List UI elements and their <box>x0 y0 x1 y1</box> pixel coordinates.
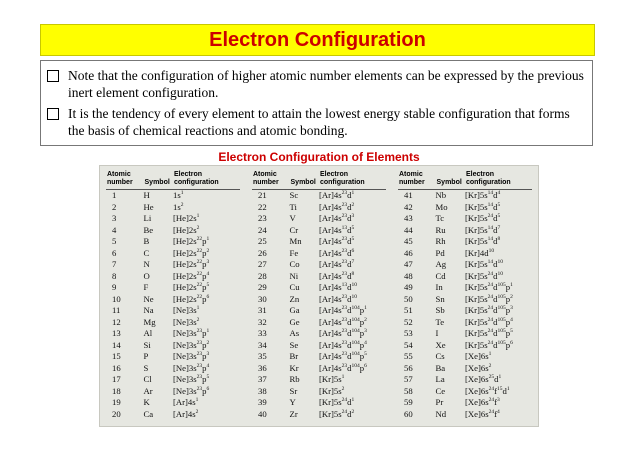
configuration-cell: $[Ne]3s^{23}p^3$ <box>172 351 210 361</box>
table-row <box>398 340 532 352</box>
header-electron-configuration: Electron configuration <box>173 170 240 190</box>
configuration-cell: $[Kr]5s^{14}d^7$ <box>464 224 501 235</box>
atomic-number-cell: 16 <box>112 362 121 373</box>
symbol-cell: O <box>143 270 150 281</box>
atomic-number-cell: 29 <box>258 282 267 292</box>
table-row <box>252 305 386 317</box>
symbol-cell: Zn <box>289 293 300 304</box>
table-row <box>252 248 386 260</box>
atomic-number-cell: 36 <box>258 362 267 373</box>
atomic-number-cell: 43 <box>404 213 413 223</box>
symbol-cell: B <box>143 236 150 246</box>
configuration-cell: $[Ar]4s^{23}d^{104}p^6$ <box>318 362 367 373</box>
title-banner <box>40 24 595 56</box>
atomic-number-cell: 21 <box>258 190 267 200</box>
atomic-number-cell: 57 <box>404 374 413 384</box>
atomic-number-cell: 47 <box>404 259 413 269</box>
atomic-number-cell: 13 <box>112 328 121 338</box>
configuration-cell: $[Ar]4s^{23}d^{104}p^5$ <box>318 351 367 361</box>
symbol-cell: Li <box>143 213 152 223</box>
configuration-cell: $[Kr]5s^{14}d^5$ <box>464 201 501 212</box>
symbol-cell: La <box>435 374 445 384</box>
configuration-cell: $[Kr]5s^{24}d^{105}p^3$ <box>464 305 513 315</box>
table-row <box>252 259 386 271</box>
atomic-number-cell: 40 <box>258 408 267 419</box>
table-row <box>398 190 532 202</box>
symbol-cell: K <box>143 397 150 407</box>
atomic-number-cell: 49 <box>404 282 413 292</box>
symbol-cell: Ne <box>143 293 154 304</box>
atomic-number-cell: 18 <box>112 385 121 396</box>
configuration-cell: $[Ar]4s^{23}d^{10}$ <box>318 293 358 304</box>
symbol-cell: Ag <box>435 259 447 269</box>
atomic-number-cell: 48 <box>404 270 413 281</box>
table-row <box>398 305 532 317</box>
configuration-cell: $[Ne]3s^{23}p^4$ <box>172 362 210 373</box>
configuration-cell: $[Kr]5s^{24}d^5$ <box>464 213 501 223</box>
atomic-number-cell: 41 <box>404 190 413 200</box>
symbol-cell: Nd <box>435 408 447 419</box>
atomic-number-cell: 9 <box>112 282 117 292</box>
configuration-cell: $[Kr]5s^{24}d^{105}p^4$ <box>464 316 513 327</box>
configuration-cell: $[Kr]5s^1$ <box>318 374 345 384</box>
configuration-cell: $[He]2s^{22}p^1$ <box>172 236 210 246</box>
table-row <box>106 248 240 260</box>
atomic-number-cell: 15 <box>112 351 121 361</box>
configuration-cell: $[He]2s^{22}p^2$ <box>172 247 210 258</box>
table-row <box>398 386 532 398</box>
configuration-cell: $[Xe]6s^2$ <box>464 362 492 373</box>
configuration-cell: $[Ar]4s^{23}d^2$ <box>318 201 355 212</box>
symbol-cell: I <box>435 328 439 338</box>
configuration-cell: $[Kr]5s^{24}d^2$ <box>318 408 355 419</box>
table-row <box>252 351 386 363</box>
configuration-cell: $[Ar]4s^{23}d^8$ <box>318 270 355 281</box>
symbol-cell: Cs <box>435 351 445 361</box>
table-row <box>106 259 240 271</box>
table-row <box>106 351 240 363</box>
atomic-number-cell: 53 <box>404 328 413 338</box>
symbol-cell: Tc <box>435 213 445 223</box>
symbol-cell: Fe <box>289 247 299 258</box>
table-title: Electron Configuration of Elements <box>218 150 420 164</box>
symbol-cell: In <box>435 282 443 292</box>
atomic-number-cell: 20 <box>112 408 121 419</box>
table-row <box>106 340 240 352</box>
atomic-number-cell: 44 <box>404 224 413 235</box>
table-row <box>252 236 386 248</box>
atomic-number-cell: 19 <box>112 397 121 407</box>
atomic-number-cell: 26 <box>258 247 267 258</box>
table-row <box>398 213 532 225</box>
table-row <box>398 351 532 363</box>
configuration-cell: $[Ne]3s^{23}p^2$ <box>172 339 210 350</box>
header-atomic-number: Atomic number <box>106 170 144 190</box>
configuration-cell: $[Xe]6s^{24}f^4$ <box>464 408 500 419</box>
header-atomic-number: Atomic number <box>252 170 290 190</box>
atomic-number-cell: 30 <box>258 293 267 304</box>
atomic-number-cell: 55 <box>404 351 413 361</box>
atomic-number-cell: 10 <box>112 293 121 304</box>
table-row <box>398 282 532 294</box>
symbol-cell: Si <box>143 339 151 350</box>
table-row <box>252 190 386 202</box>
atomic-number-cell: 14 <box>112 339 121 350</box>
atomic-number-cell: 50 <box>404 293 413 304</box>
atomic-number-cell: 6 <box>112 247 117 258</box>
symbol-cell: Xe <box>435 339 446 350</box>
configuration-cell: $[Ne]3s^1$ <box>172 305 200 315</box>
table-row <box>106 202 240 214</box>
electron-configuration-table <box>99 165 539 427</box>
symbol-cell: Sc <box>289 190 299 200</box>
table-row <box>252 397 386 409</box>
symbol-cell: Ni <box>289 270 299 281</box>
header-symbol: Symbol <box>144 170 173 190</box>
symbol-cell: Cr <box>289 224 299 235</box>
configuration-cell: $[He]2s^{22}p^6$ <box>172 293 210 304</box>
configuration-cell: $[Ar]4s^{23}d^{104}p^4$ <box>318 339 367 350</box>
configuration-cell: $[Kr]5s^{14}d^4$ <box>464 190 501 200</box>
symbol-cell: Na <box>143 305 154 315</box>
configuration-cell: $[Xe]6s^1$ <box>464 351 492 361</box>
atomic-number-cell: 37 <box>258 374 267 384</box>
configuration-cell: $[Kr]5s^{24}d^{105}p^2$ <box>464 293 513 304</box>
table-panel <box>392 166 538 426</box>
bullet-text: It is the tendency of every element to attain the lowest energy stable configuration that forms the basis of chemical reactions and atomic bonding. <box>68 106 570 138</box>
table-row <box>106 305 240 317</box>
table-row <box>252 282 386 294</box>
table-row <box>398 271 532 283</box>
symbol-cell: N <box>143 259 150 269</box>
configuration-cell: $[Ar]4s^{13}d^{10}$ <box>318 282 358 292</box>
configuration-cell: $[Ne]3s^{23}p^5$ <box>172 374 210 384</box>
table-row <box>398 225 532 237</box>
table-row <box>252 374 386 386</box>
atomic-number-cell: 25 <box>258 236 267 246</box>
configuration-cell: $[Ar]4s^1$ <box>172 397 199 407</box>
symbol-cell: Nb <box>435 190 447 200</box>
symbol-cell: Ba <box>435 362 446 373</box>
configuration-cell: $[Ar]4s^{23}d^3$ <box>318 213 355 223</box>
bullet-item <box>47 67 586 101</box>
configuration-cell: $[Kr]5s^2$ <box>318 385 345 396</box>
symbol-cell: Sr <box>289 385 298 396</box>
table-row <box>106 397 240 409</box>
configuration-cell: $[He]2s^{22}p^5$ <box>172 282 210 292</box>
atomic-number-cell: 4 <box>112 224 117 235</box>
configuration-cell: $[He]2s^{22}p^3$ <box>172 259 210 269</box>
configuration-cell: $[Ar]4s^{23}d^5$ <box>318 236 355 246</box>
table-row <box>252 386 386 398</box>
symbol-cell: Ru <box>435 224 446 235</box>
atomic-number-cell: 33 <box>258 328 267 338</box>
symbol-cell: He <box>143 201 154 212</box>
symbol-cell: Ti <box>289 201 297 212</box>
table-row <box>106 236 240 248</box>
configuration-cell: $[Ne]3s^{23}p^1$ <box>172 328 210 338</box>
symbol-cell: Sb <box>435 305 445 315</box>
configuration-cell: $[Ar]4s^2$ <box>172 408 199 419</box>
table-row <box>106 190 240 202</box>
atomic-number-cell: 22 <box>258 201 267 212</box>
configuration-cell: $[Ar]4s^{23}d^{104}p^1$ <box>318 305 367 315</box>
symbol-cell: Pd <box>435 247 445 258</box>
configuration-cell: $[Kr]5s^{24}d^{105}p^1$ <box>464 282 513 292</box>
atomic-number-cell: 46 <box>404 247 413 258</box>
table-row <box>398 317 532 329</box>
symbol-cell: Mg <box>143 316 156 327</box>
configuration-cell: $[Xe]6s^{24}f^3$ <box>464 397 500 407</box>
symbol-cell: Cd <box>435 270 446 281</box>
symbol-cell: F <box>143 282 149 292</box>
symbol-cell: Ge <box>289 316 300 327</box>
symbol-cell: Co <box>289 259 300 269</box>
symbol-cell: Mn <box>289 236 302 246</box>
table-row <box>106 225 240 237</box>
table-row <box>252 225 386 237</box>
table-row <box>398 409 532 421</box>
atomic-number-cell: 7 <box>112 259 117 269</box>
table-row <box>398 248 532 260</box>
symbol-cell: Sn <box>435 293 445 304</box>
configuration-cell: $[Ar]4s^{23}d^{104}p^3$ <box>318 328 367 338</box>
header-symbol: Symbol <box>436 170 465 190</box>
symbol-cell: As <box>289 328 300 338</box>
symbol-cell: Ce <box>435 385 446 396</box>
atomic-number-cell: 27 <box>258 259 267 269</box>
table-row <box>106 271 240 283</box>
atomic-number-cell: 42 <box>404 201 413 212</box>
atomic-number-cell: 1 <box>112 190 117 200</box>
atomic-number-cell: 34 <box>258 339 267 350</box>
atomic-number-cell: 28 <box>258 270 267 281</box>
configuration-cell: $[He]2s^2$ <box>172 224 200 235</box>
atomic-number-cell: 38 <box>258 385 267 396</box>
atomic-number-cell: 39 <box>258 397 267 407</box>
configuration-cell: $[Ar]4s^{23}d^7$ <box>318 259 355 269</box>
table-row <box>106 386 240 398</box>
table-row <box>252 271 386 283</box>
symbol-cell: Mo <box>435 201 448 212</box>
configuration-cell: $[Ne]3s^{23}p^6$ <box>172 385 210 396</box>
atomic-number-cell: 8 <box>112 270 117 281</box>
symbol-cell: P <box>143 351 149 361</box>
configuration-cell: $[Kr]5s^{14}d^{10}$ <box>464 259 504 269</box>
configuration-cell: $[Xe]6s^{24}f^{15}d^1$ <box>464 385 510 396</box>
configuration-cell: $[Kr]5s^{24}d^1$ <box>318 397 355 407</box>
symbol-cell: Br <box>289 351 299 361</box>
atomic-number-cell: 32 <box>258 316 267 327</box>
table-row <box>252 340 386 352</box>
page-title: Electron Configuration <box>209 28 426 51</box>
symbol-cell: Cl <box>143 374 152 384</box>
bullet-text: Note that the configuration of higher atomic number elements can be expressed by the previous inert element configuration. <box>68 68 584 100</box>
table-row <box>252 202 386 214</box>
configuration-cell: $1s^1$ <box>172 190 184 200</box>
configuration-cell: $[Ar]4s^{23}d^1$ <box>318 190 355 200</box>
atomic-number-cell: 17 <box>112 374 121 384</box>
configuration-cell: $[He]2s^{22}p^4$ <box>172 270 210 281</box>
atomic-number-cell: 11 <box>112 305 121 315</box>
table-row <box>106 374 240 386</box>
table-row <box>106 294 240 306</box>
symbol-cell: H <box>143 190 150 200</box>
configuration-cell: $[Ne]3s^2$ <box>172 316 200 327</box>
symbol-cell: Rb <box>289 374 300 384</box>
symbol-cell: Be <box>143 224 154 235</box>
table-row <box>398 294 532 306</box>
table-row <box>106 363 240 375</box>
symbol-cell: Ar <box>143 385 153 396</box>
configuration-cell: $[Ar]4s^{13}d^5$ <box>318 224 355 235</box>
atomic-number-cell: 24 <box>258 224 267 235</box>
symbol-cell: Kr <box>289 362 299 373</box>
atomic-number-cell: 51 <box>404 305 413 315</box>
table-row <box>398 363 532 375</box>
atomic-number-cell: 31 <box>258 305 267 315</box>
table-panel <box>100 166 246 426</box>
atomic-number-cell: 3 <box>112 213 117 223</box>
table-row <box>106 409 240 421</box>
configuration-cell: $[Kr]5s^{24}d^{10}$ <box>464 270 504 281</box>
configuration-cell: $[Ar]4s^{23}d^{104}p^2$ <box>318 316 367 327</box>
header-electron-configuration: Electron configuration <box>319 170 386 190</box>
atomic-number-cell: 52 <box>404 316 413 327</box>
atomic-number-cell: 56 <box>404 362 413 373</box>
atomic-number-cell: 58 <box>404 385 413 396</box>
configuration-cell: $[Kr]5s^{24}d^{105}p^6$ <box>464 339 513 350</box>
configuration-cell: $[Kr]5s^{24}d^{105}p^5$ <box>464 328 513 338</box>
symbol-cell: V <box>289 213 296 223</box>
table-row <box>398 374 532 386</box>
symbol-cell: Zr <box>289 408 298 419</box>
header-electron-configuration: Electron configuration <box>465 170 532 190</box>
table-panel <box>246 166 392 426</box>
table-row <box>252 213 386 225</box>
symbol-cell: Ca <box>143 408 154 419</box>
atomic-number-cell: 2 <box>112 201 117 212</box>
table-row <box>106 282 240 294</box>
bullet-item <box>47 105 586 139</box>
atomic-number-cell: 60 <box>404 408 413 419</box>
configuration-cell: $[Kr]4d^{10}$ <box>464 247 495 258</box>
symbol-cell: Ga <box>289 305 300 315</box>
symbol-cell: Te <box>435 316 445 327</box>
atomic-number-cell: 45 <box>404 236 413 246</box>
atomic-number-cell: 54 <box>404 339 413 350</box>
table-row <box>252 363 386 375</box>
symbol-cell: Se <box>289 339 299 350</box>
atomic-number-cell: 5 <box>112 236 117 246</box>
symbol-cell: S <box>143 362 149 373</box>
configuration-cell: $[Xe]6s^{25}d^1$ <box>464 374 502 384</box>
configuration-cell: $1s^2$ <box>172 201 184 212</box>
header-atomic-number: Atomic number <box>398 170 436 190</box>
table-row <box>398 236 532 248</box>
checkbox-bullet-icon <box>47 70 59 82</box>
symbol-cell: C <box>143 247 150 258</box>
table-row <box>252 409 386 421</box>
table-row <box>252 317 386 329</box>
table-row <box>398 328 532 340</box>
table-row <box>106 328 240 340</box>
symbol-cell: Y <box>289 397 296 407</box>
configuration-cell: $[Kr]5s^{14}d^8$ <box>464 236 501 246</box>
symbol-cell: Rh <box>435 236 446 246</box>
atomic-number-cell: 12 <box>112 316 121 327</box>
table-row <box>106 317 240 329</box>
symbol-cell: Pr <box>435 397 444 407</box>
symbol-cell: Al <box>143 328 153 338</box>
table-row <box>252 328 386 340</box>
table-row <box>398 202 532 214</box>
header-symbol: Symbol <box>290 170 319 190</box>
table-row <box>106 213 240 225</box>
table-row <box>398 259 532 271</box>
atomic-number-cell: 59 <box>404 397 413 407</box>
atomic-number-cell: 23 <box>258 213 267 223</box>
atomic-number-cell: 35 <box>258 351 267 361</box>
table-row <box>252 294 386 306</box>
symbol-cell: Cu <box>289 282 300 292</box>
checkbox-bullet-icon <box>47 108 59 120</box>
configuration-cell: $[Ar]4s^{23}d^6$ <box>318 247 355 258</box>
notes-box <box>40 60 593 146</box>
table-row <box>398 397 532 409</box>
configuration-cell: $[He]2s^1$ <box>172 213 200 223</box>
